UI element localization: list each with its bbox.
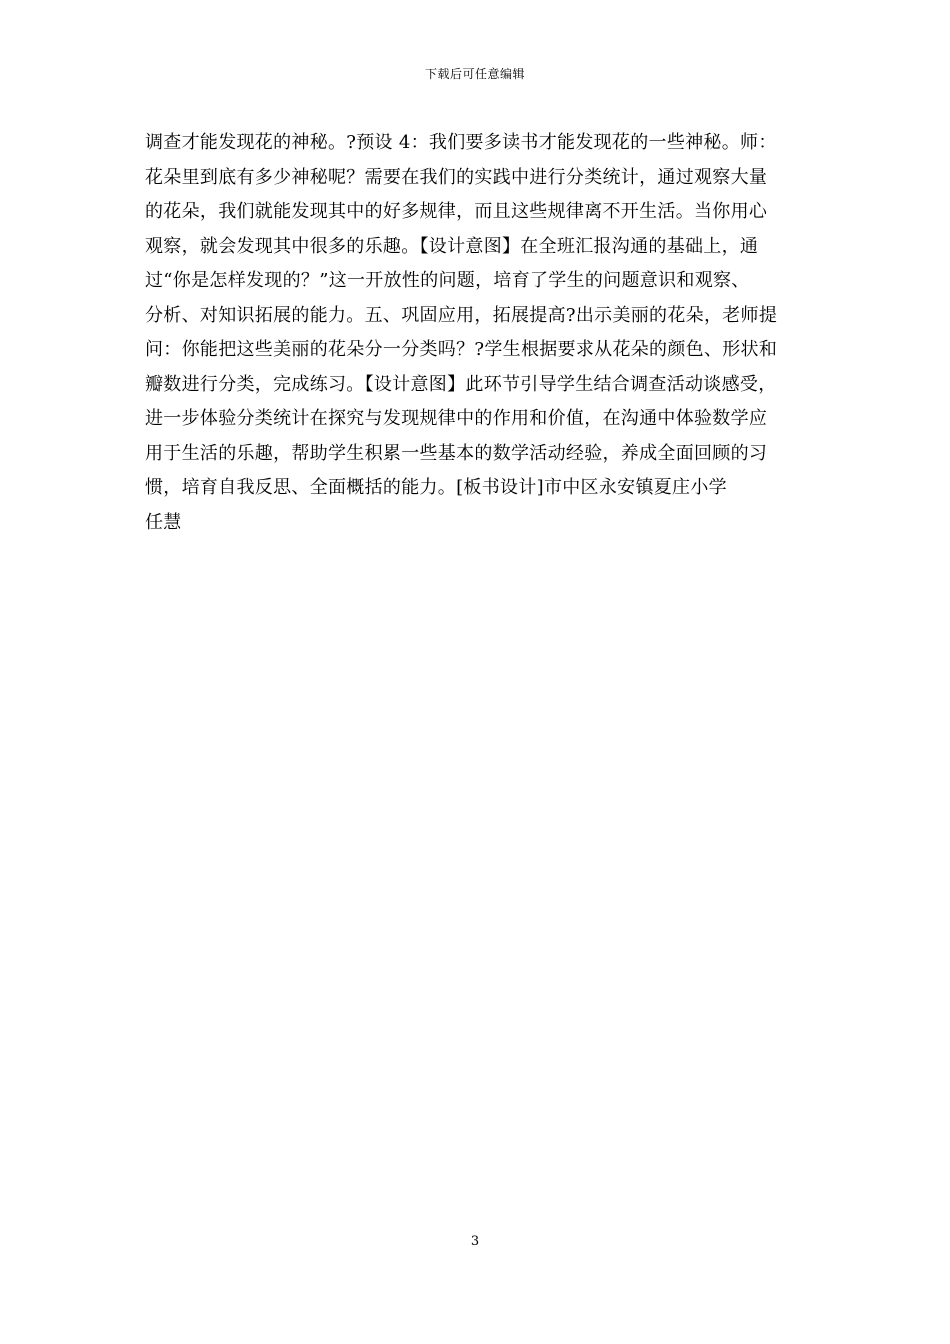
- body-line: 问：你能把这些美丽的花朵分一分类吗？?学生根据要求从花朵的颜色、形状和: [145, 339, 778, 360]
- body-line: 调查才能发现花的神秘。?预设 4：我们要多读书才能发现花的一些神秘。师：: [145, 132, 777, 153]
- page-header: 下载后可任意编辑: [424, 67, 525, 81]
- body-line: 瓣数进行分类，完成练习。【设计意图】此环节引导学生结合调查活动谈感受，: [145, 373, 777, 395]
- body-line: 观察，就会发现其中很多的乐趣。【设计意图】在全班汇报沟通的基础上，通: [145, 235, 759, 257]
- body-text: [145, 126, 819, 540]
- body-line: 任慧: [145, 511, 182, 533]
- body-line: 花朵里到底有多少神秘呢？需要在我们的实践中进行分类统计，通过观察大量: [145, 166, 768, 188]
- body-line: 进一步体验分类统计在探究与发现规律中的作用和价值，在沟通中体验数学应: [145, 408, 768, 429]
- body-line: 分析、对知识拓展的能力。五、巩固应用，拓展提高?出示美丽的花朵，老师提: [145, 304, 778, 326]
- body-line: 过“你是怎样发现的？”这一开放性的问题，培育了学生的问题意识和观察、: [145, 270, 750, 291]
- body-line: 惯，培育自我反思、全面概括的能力。[板书设计]市中区永安镇夏庄小学: [145, 477, 727, 498]
- body-line: 用于生活的乐趣，帮助学生积累一些基本的数学活动经验，养成全面回顾的习: [145, 442, 768, 464]
- body-line: 的花朵，我们就能发现其中的好多规律，而且这些规律离不开生活。当你用心: [145, 201, 768, 222]
- page-number: 3: [470, 1234, 480, 1249]
